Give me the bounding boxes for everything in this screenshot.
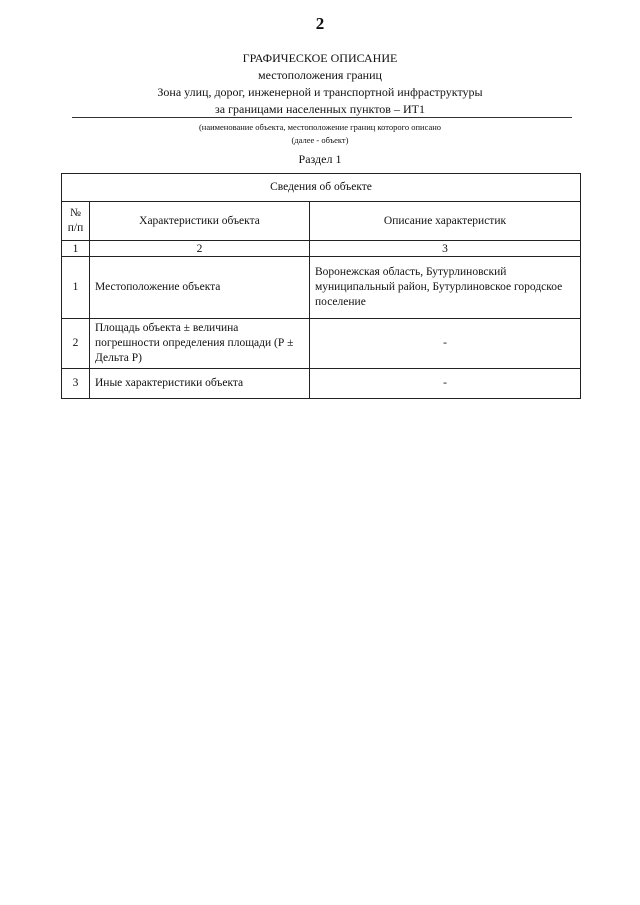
column-header-description: Описание характеристик	[310, 202, 581, 241]
column-header-characteristic: Характеристики объекта	[90, 202, 310, 241]
row-characteristic: Иные характеристики объекта	[90, 369, 310, 399]
document-title: ГРАФИЧЕСКОЕ ОПИСАНИЕ	[242, 51, 398, 65]
table-header-row	[62, 202, 581, 241]
column-number: 1	[62, 241, 90, 257]
note-line-2: (далее - объект)	[291, 135, 349, 145]
row-description: -	[310, 369, 581, 399]
page-number: 2	[315, 14, 325, 33]
title-line-2: местоположения границ	[258, 68, 382, 82]
row-characteristic: Местоположение объекта	[90, 257, 310, 319]
object-info-table	[61, 173, 581, 399]
row-characteristic: Площадь объекта ± величина погрешности определения площади (Р ± Дельта Р)	[90, 319, 310, 369]
column-number: 3	[310, 241, 581, 257]
column-header-number: № п/п	[62, 202, 90, 241]
underline-rule	[72, 117, 572, 118]
note-line-1: (наименование объекта, местоположение границ которого описано	[198, 122, 442, 132]
table-caption-row	[62, 174, 581, 202]
row-description: -	[310, 319, 581, 369]
column-numbers-row	[62, 241, 581, 257]
column-number: 2	[90, 241, 310, 257]
title-line-4: за границами населенных пунктов – ИТ1	[215, 102, 425, 116]
table-row	[62, 319, 581, 369]
title-block	[0, 50, 640, 118]
row-number: 3	[62, 369, 90, 399]
object-note	[0, 121, 640, 147]
row-number: 1	[62, 257, 90, 319]
title-line-3: Зона улиц, дорог, инженерной и транспортной инфраструктуры	[157, 85, 483, 99]
table-row	[62, 369, 581, 399]
row-number: 2	[62, 319, 90, 369]
table-caption: Сведения об объекте	[62, 174, 581, 202]
table-row	[62, 257, 581, 319]
section-title: Раздел 1	[298, 152, 342, 166]
row-description: Воронежская область, Бутурлиновский муниципальный район, Бутурлиновское городское поселение	[310, 257, 581, 319]
